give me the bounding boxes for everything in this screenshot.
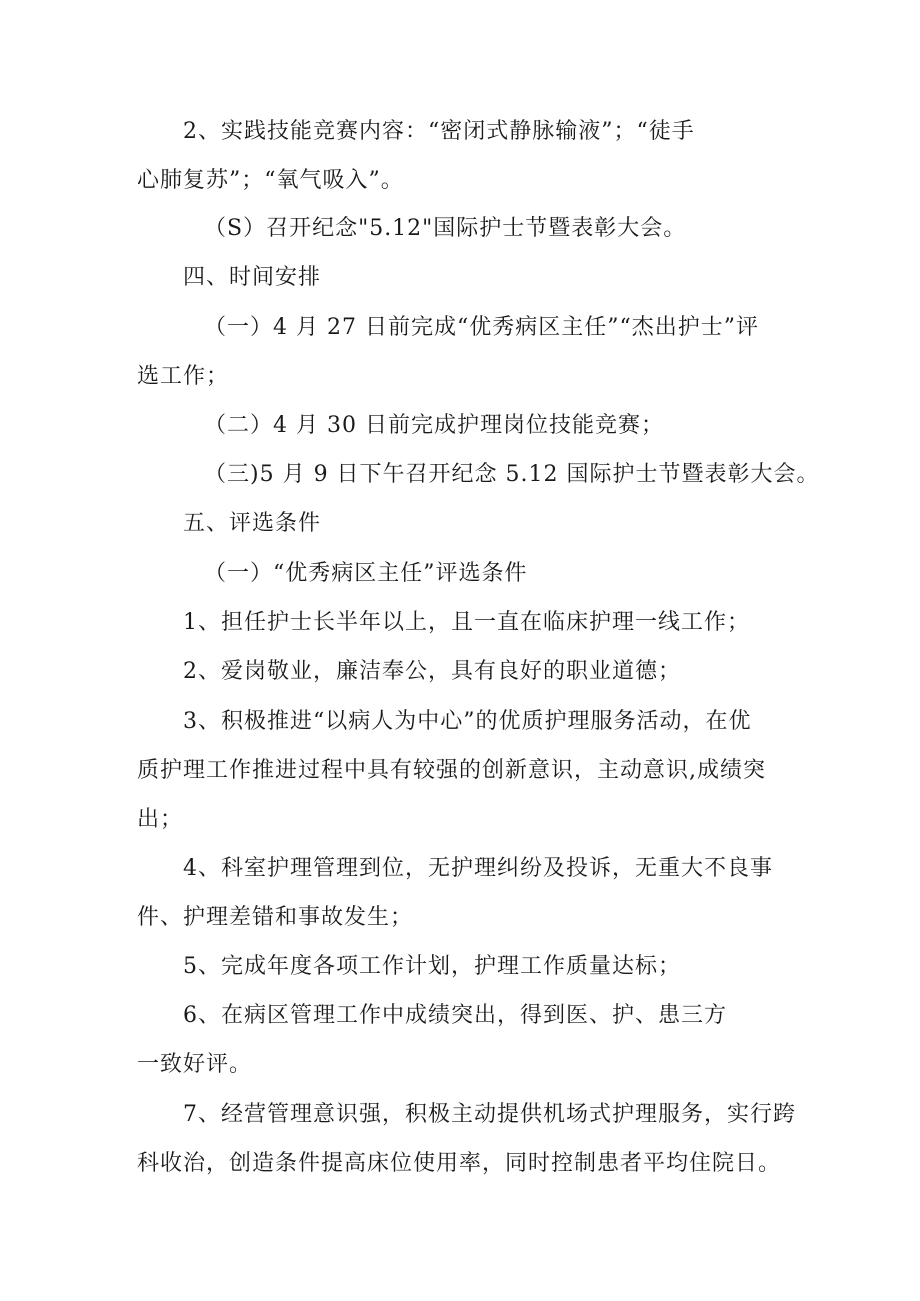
paragraph-line: 6、在病区管理工作中成绩突出，得到医、护、患三方 (183, 1003, 727, 1028)
paragraph-line: （三)5 月 9 日下午召开纪念 5.12 国际护士节暨表彰大会。 (204, 462, 820, 487)
paragraph-line: 4、科室护理管理到位，无护理纠纷及投诉，无重大不良事 (183, 856, 773, 881)
paragraph-line: 选工作； (137, 364, 230, 389)
paragraph-line: 1、担任护士长半年以上，且一直在临床护理一线工作； (183, 610, 750, 635)
paragraph-line: 3、积极推进“以病人为中心”的优质护理服务活动，在优 (183, 709, 752, 734)
paragraph-line: 一致好评。 (137, 1052, 253, 1077)
paragraph-line: 7、经营管理意识强，积极主动提供机场式护理服务，实行跨 (183, 1102, 796, 1127)
paragraph-line: （一）4 月 27 日前完成“优秀病区主任”“杰出护士”评 (204, 315, 759, 340)
subsection-heading: （一）“优秀病区主任”评选条件 (204, 561, 528, 586)
paragraph-line: 心肺复苏”；“氧气吸入”。 (137, 168, 404, 193)
paragraph-line: 科收治，创造条件提高床位使用率，同时控制患者平均住院日。 (137, 1151, 782, 1176)
paragraph-line: 质护理工作推进过程中具有较强的创新意识，主动意识,成绩突 (137, 758, 766, 783)
section-heading: 五、评选条件 (183, 511, 322, 536)
paragraph-line: 件、护理差错和事故发生； (137, 905, 414, 930)
paragraph-line: （二）4 月 30 日前完成护理岗位技能竞赛； (204, 413, 664, 438)
paragraph-line: 5、完成年度各项工作计划，护理工作质量达标； (183, 954, 681, 979)
paragraph-line: 2、爱岗敬业，廉洁奉公，具有良好的职业道德； (183, 659, 681, 684)
paragraph-line: （S）召开纪念"5.12"国际护士节暨表彰大会。 (204, 216, 687, 241)
paragraph-line: 出； (137, 807, 184, 832)
section-heading: 四、时间安排 (183, 265, 322, 290)
paragraph-line: 2、实践技能竞赛内容：“密闭式静脉输液”；“徒手 (183, 119, 695, 144)
